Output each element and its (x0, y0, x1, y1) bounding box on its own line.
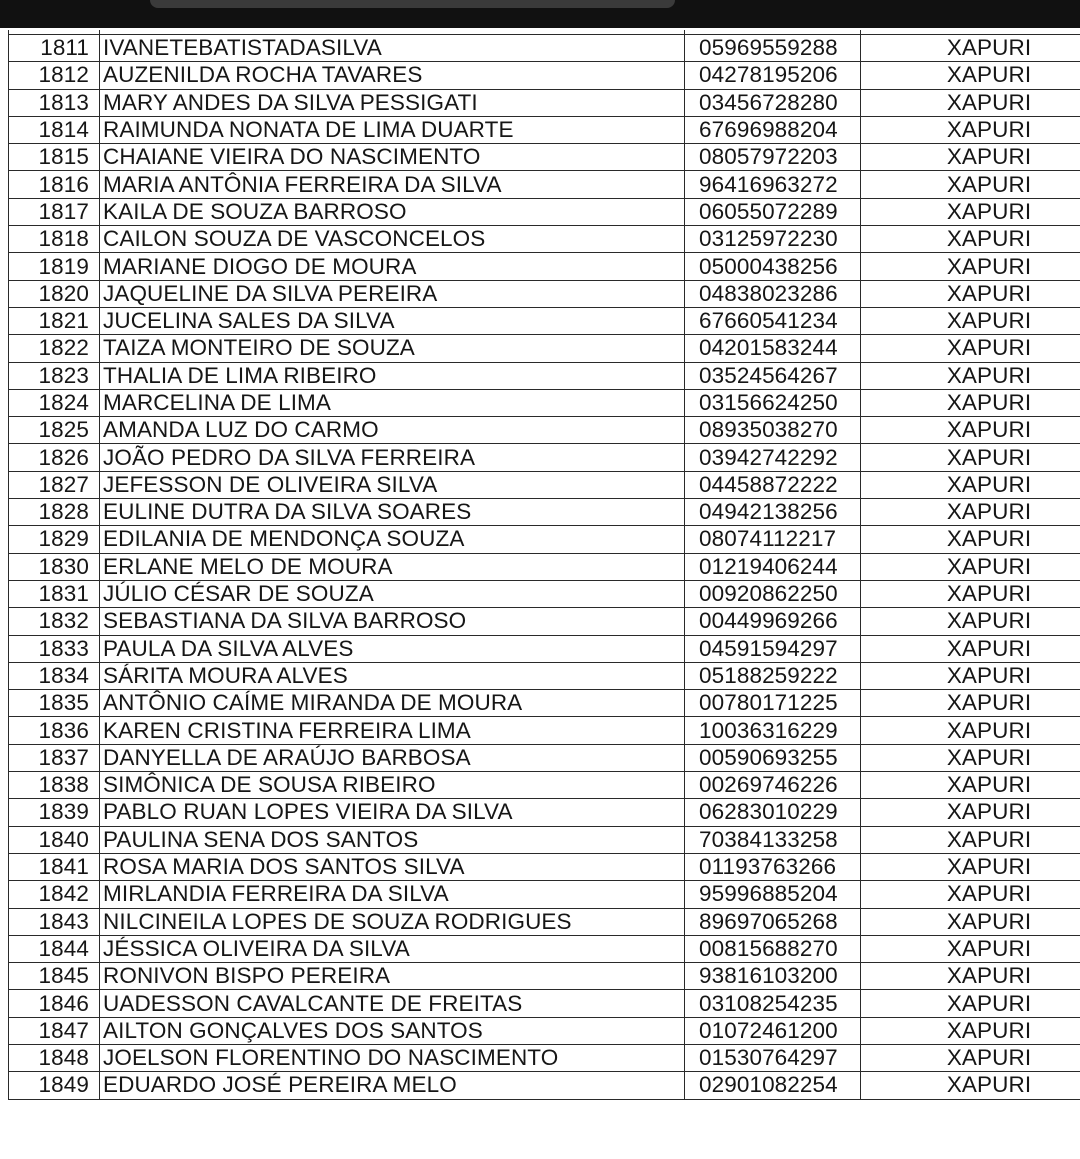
table-row (9, 935, 1080, 962)
cpf-number: 01072461200 (685, 1017, 861, 1044)
city-name: XAPURI (861, 444, 1080, 471)
person-name: AMANDA LUZ DO CARMO (100, 417, 685, 444)
cpf-number: 05969559288 (685, 35, 861, 62)
table-row (9, 1017, 1080, 1044)
row-number: 1841 (9, 853, 100, 880)
cpf-number: 03524564267 (685, 362, 861, 389)
city-name: XAPURI (861, 580, 1080, 607)
person-name: MARIANE DIOGO DE MOURA (100, 253, 685, 280)
table-row (9, 690, 1080, 717)
person-name: EDUARDO JOSÉ PEREIRA MELO (100, 1072, 685, 1099)
city-name: XAPURI (861, 744, 1080, 771)
table-row (9, 307, 1080, 334)
table-row (9, 526, 1080, 553)
person-name: IVANETEBATISTADASILVA (100, 35, 685, 62)
row-number: 1844 (9, 935, 100, 962)
city-name: XAPURI (861, 526, 1080, 553)
table-row (9, 608, 1080, 635)
cpf-number: 04458872222 (685, 471, 861, 498)
cpf-number: 01193763266 (685, 853, 861, 880)
city-name: XAPURI (861, 389, 1080, 416)
row-number: 1823 (9, 362, 100, 389)
city-name: XAPURI (861, 635, 1080, 662)
row-number: 1821 (9, 307, 100, 334)
city-name: XAPURI (861, 799, 1080, 826)
cpf-number: 93816103200 (685, 963, 861, 990)
cpf-number: 04201583244 (685, 335, 861, 362)
person-name: UADESSON CAVALCANTE DE FREITAS (100, 990, 685, 1017)
row-number: 1847 (9, 1017, 100, 1044)
cpf-number: 08074112217 (685, 526, 861, 553)
table-row (9, 1044, 1080, 1071)
city-name: XAPURI (861, 226, 1080, 253)
city-name: XAPURI (861, 881, 1080, 908)
person-name: ERLANE MELO DE MOURA (100, 553, 685, 580)
table-row (9, 799, 1080, 826)
city-name: XAPURI (861, 144, 1080, 171)
city-name: XAPURI (861, 1044, 1080, 1071)
city-name: XAPURI (861, 362, 1080, 389)
row-number: 1832 (9, 608, 100, 635)
top-notch (150, 0, 675, 8)
cpf-number: 03456728280 (685, 89, 861, 116)
cpf-number: 00920862250 (685, 580, 861, 607)
table-row (9, 772, 1080, 799)
row-number: 1831 (9, 580, 100, 607)
cpf-number: 95996885204 (685, 881, 861, 908)
cpf-number: 04838023286 (685, 280, 861, 307)
person-name: SÁRITA MOURA ALVES (100, 662, 685, 689)
cpf-number: 08057972203 (685, 144, 861, 171)
person-name: JÉSSICA OLIVEIRA DA SILVA (100, 935, 685, 962)
person-name: MARCELINA DE LIMA (100, 389, 685, 416)
cpf-number: 67696988204 (685, 116, 861, 143)
city-name: XAPURI (861, 307, 1080, 334)
city-name: XAPURI (861, 35, 1080, 62)
row-number: 1849 (9, 1072, 100, 1099)
row-number: 1826 (9, 444, 100, 471)
city-name: XAPURI (861, 608, 1080, 635)
row-number: 1820 (9, 280, 100, 307)
person-name: RAIMUNDA NONATA DE LIMA DUARTE (100, 116, 685, 143)
person-name: THALIA DE LIMA RIBEIRO (100, 362, 685, 389)
city-name: XAPURI (861, 553, 1080, 580)
table-row (9, 908, 1080, 935)
cpf-number: 04278195206 (685, 62, 861, 89)
city-name: XAPURI (861, 990, 1080, 1017)
city-name: XAPURI (861, 471, 1080, 498)
person-name: PAULINA SENA DOS SANTOS (100, 826, 685, 853)
cpf-number: 00780171225 (685, 690, 861, 717)
city-name: XAPURI (861, 963, 1080, 990)
person-name: EDILANIA DE MENDONÇA SOUZA (100, 526, 685, 553)
row-number: 1840 (9, 826, 100, 853)
row-number: 1839 (9, 799, 100, 826)
cpf-number: 67660541234 (685, 307, 861, 334)
table-row (9, 280, 1080, 307)
person-name: ANTÔNIO CAÍME MIRANDA DE MOURA (100, 690, 685, 717)
row-number: 1817 (9, 198, 100, 225)
cpf-number: 03108254235 (685, 990, 861, 1017)
table-row (9, 963, 1080, 990)
row-number: 1812 (9, 62, 100, 89)
table-row (9, 553, 1080, 580)
person-name: KAILA DE SOUZA BARROSO (100, 198, 685, 225)
cpf-number: 96416963272 (685, 171, 861, 198)
table-row (9, 853, 1080, 880)
row-number: 1827 (9, 471, 100, 498)
city-name: XAPURI (861, 935, 1080, 962)
person-name: JÚLIO CÉSAR DE SOUZA (100, 580, 685, 607)
table-row (9, 499, 1080, 526)
city-name: XAPURI (861, 89, 1080, 116)
row-number: 1843 (9, 908, 100, 935)
table-row (9, 635, 1080, 662)
person-name: ROSA MARIA DOS SANTOS SILVA (100, 853, 685, 880)
cpf-number: 10036316229 (685, 717, 861, 744)
row-number: 1838 (9, 772, 100, 799)
cpf-number: 05000438256 (685, 253, 861, 280)
city-name: XAPURI (861, 908, 1080, 935)
row-number: 1814 (9, 116, 100, 143)
cpf-number: 06055072289 (685, 198, 861, 225)
table-row (9, 417, 1080, 444)
person-name: PABLO RUAN LOPES VIEIRA DA SILVA (100, 799, 685, 826)
cpf-number: 00449969266 (685, 608, 861, 635)
city-name: XAPURI (861, 280, 1080, 307)
table-row (9, 198, 1080, 225)
cpf-number: 05188259222 (685, 662, 861, 689)
table-row (9, 335, 1080, 362)
table-row (9, 226, 1080, 253)
city-name: XAPURI (861, 335, 1080, 362)
row-number: 1848 (9, 1044, 100, 1071)
row-number: 1837 (9, 744, 100, 771)
person-name: SEBASTIANA DA SILVA BARROSO (100, 608, 685, 635)
person-name: MIRLANDIA FERREIRA DA SILVA (100, 881, 685, 908)
table-row (9, 1072, 1080, 1099)
row-number: 1825 (9, 417, 100, 444)
document-table-container (8, 30, 1080, 1100)
row-number: 1818 (9, 226, 100, 253)
city-name: XAPURI (861, 690, 1080, 717)
row-number: 1824 (9, 389, 100, 416)
person-name: AILTON GONÇALVES DOS SANTOS (100, 1017, 685, 1044)
person-name: CHAIANE VIEIRA DO NASCIMENTO (100, 144, 685, 171)
row-number: 1842 (9, 881, 100, 908)
person-name: SIMÔNICA DE SOUSA RIBEIRO (100, 772, 685, 799)
cpf-number: 00269746226 (685, 772, 861, 799)
table-row (9, 89, 1080, 116)
city-name: XAPURI (861, 417, 1080, 444)
city-name: XAPURI (861, 198, 1080, 225)
row-number: 1835 (9, 690, 100, 717)
table-row (9, 662, 1080, 689)
row-number: 1815 (9, 144, 100, 171)
table-row (9, 744, 1080, 771)
table-row (9, 171, 1080, 198)
table-row (9, 717, 1080, 744)
table-body (9, 30, 1080, 1099)
cpf-number: 03156624250 (685, 389, 861, 416)
person-name: NILCINEILA LOPES DE SOUZA RODRIGUES (100, 908, 685, 935)
person-name: RONIVON BISPO PEREIRA (100, 963, 685, 990)
table-row (9, 881, 1080, 908)
table-row (9, 826, 1080, 853)
cpf-number: 04942138256 (685, 499, 861, 526)
table-row (9, 580, 1080, 607)
table-row (9, 444, 1080, 471)
table-row (9, 62, 1080, 89)
beneficiary-table (8, 30, 1080, 1100)
row-number: 1846 (9, 990, 100, 1017)
table-row (9, 389, 1080, 416)
person-name: EULINE DUTRA DA SILVA SOARES (100, 499, 685, 526)
person-name: JOÃO PEDRO DA SILVA FERREIRA (100, 444, 685, 471)
person-name: PAULA DA SILVA ALVES (100, 635, 685, 662)
cpf-number: 00815688270 (685, 935, 861, 962)
person-name: CAILON SOUZA DE VASCONCELOS (100, 226, 685, 253)
row-number: 1819 (9, 253, 100, 280)
city-name: XAPURI (861, 499, 1080, 526)
cpf-number: 06283010229 (685, 799, 861, 826)
person-name: JOELSON FLORENTINO DO NASCIMENTO (100, 1044, 685, 1071)
cpf-number: 70384133258 (685, 826, 861, 853)
row-number: 1845 (9, 963, 100, 990)
city-name: XAPURI (861, 826, 1080, 853)
cpf-number: 02901082254 (685, 1072, 861, 1099)
city-name: XAPURI (861, 171, 1080, 198)
cpf-number: 04591594297 (685, 635, 861, 662)
cpf-number: 08935038270 (685, 417, 861, 444)
row-number: 1811 (9, 35, 100, 62)
cpf-number: 03942742292 (685, 444, 861, 471)
cpf-number: 03125972230 (685, 226, 861, 253)
person-name: MARIA ANTÔNIA FERREIRA DA SILVA (100, 171, 685, 198)
table-row (9, 35, 1080, 62)
city-name: XAPURI (861, 1072, 1080, 1099)
table-row (9, 471, 1080, 498)
cpf-number: 00590693255 (685, 744, 861, 771)
city-name: XAPURI (861, 662, 1080, 689)
table-row (9, 144, 1080, 171)
city-name: XAPURI (861, 253, 1080, 280)
person-name: AUZENILDA ROCHA TAVARES (100, 62, 685, 89)
row-number: 1813 (9, 89, 100, 116)
cpf-number: 89697065268 (685, 908, 861, 935)
city-name: XAPURI (861, 62, 1080, 89)
city-name: XAPURI (861, 853, 1080, 880)
row-number: 1834 (9, 662, 100, 689)
row-number: 1830 (9, 553, 100, 580)
table-row (9, 116, 1080, 143)
cpf-number: 01219406244 (685, 553, 861, 580)
city-name: XAPURI (861, 116, 1080, 143)
row-number: 1833 (9, 635, 100, 662)
person-name: JAQUELINE DA SILVA PEREIRA (100, 280, 685, 307)
row-number: 1828 (9, 499, 100, 526)
person-name: TAIZA MONTEIRO DE SOUZA (100, 335, 685, 362)
person-name: MARY ANDES DA SILVA PESSIGATI (100, 89, 685, 116)
city-name: XAPURI (861, 772, 1080, 799)
table-row (9, 253, 1080, 280)
cpf-number: 01530764297 (685, 1044, 861, 1071)
person-name: KAREN CRISTINA FERREIRA LIMA (100, 717, 685, 744)
table-row (9, 362, 1080, 389)
row-number: 1836 (9, 717, 100, 744)
row-number: 1816 (9, 171, 100, 198)
row-number: 1829 (9, 526, 100, 553)
top-status-bar (0, 0, 1080, 28)
city-name: XAPURI (861, 1017, 1080, 1044)
city-name: XAPURI (861, 717, 1080, 744)
person-name: JEFESSON DE OLIVEIRA SILVA (100, 471, 685, 498)
table-row (9, 990, 1080, 1017)
person-name: DANYELLA DE ARAÚJO BARBOSA (100, 744, 685, 771)
person-name: JUCELINA SALES DA SILVA (100, 307, 685, 334)
row-number: 1822 (9, 335, 100, 362)
